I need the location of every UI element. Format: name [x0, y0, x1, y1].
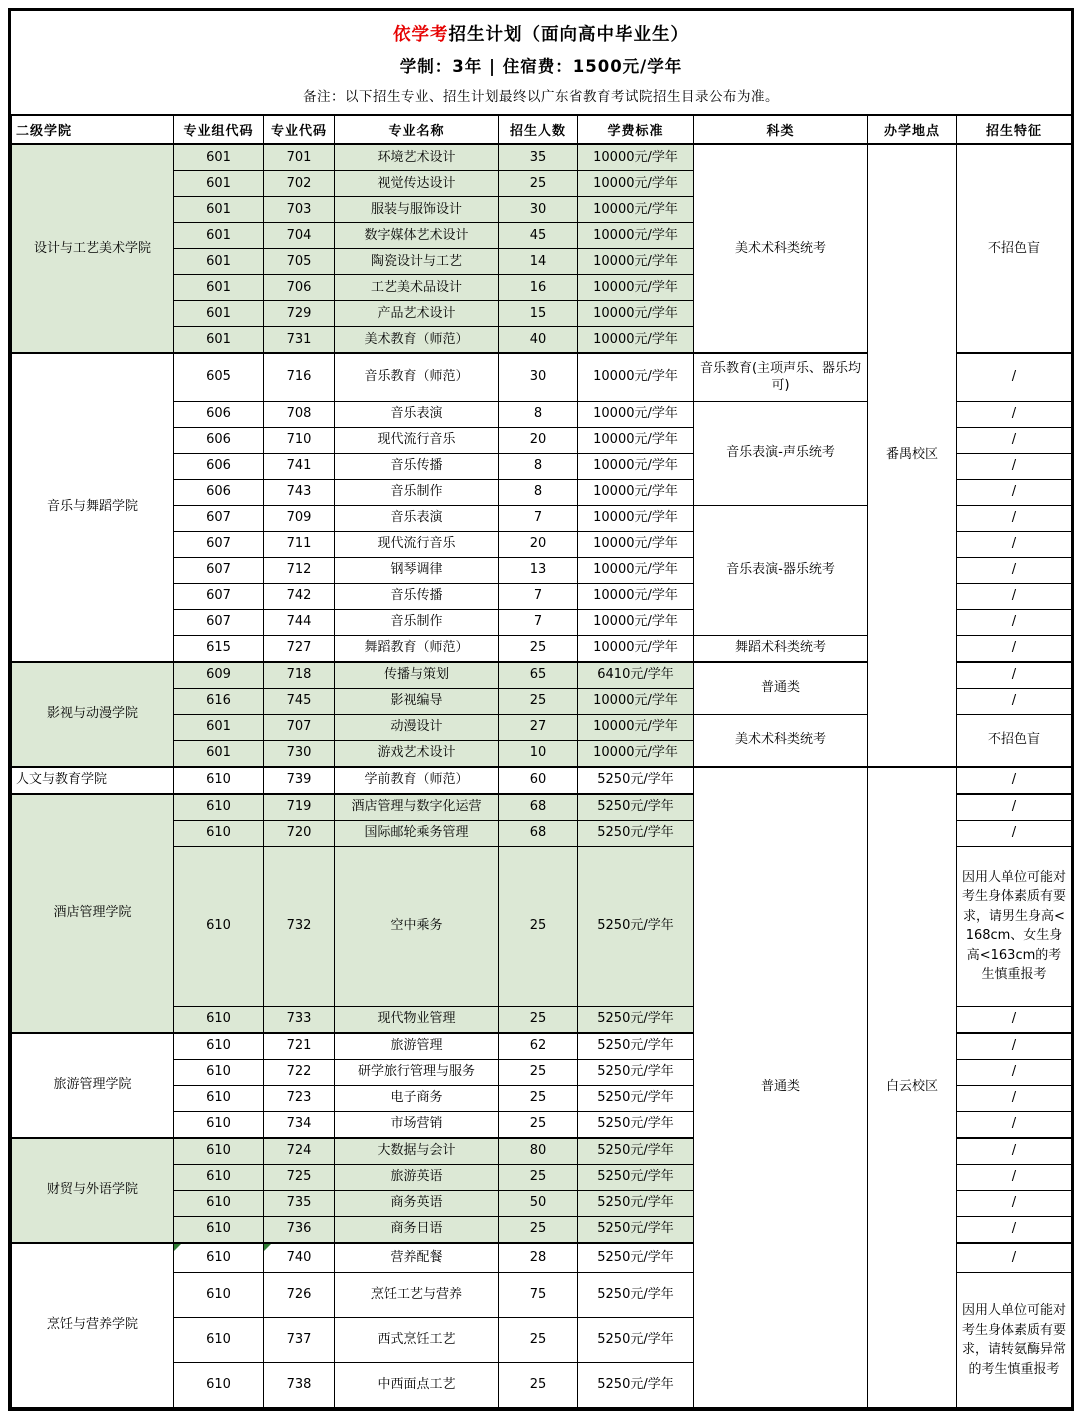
- campus-cell: 白云校区: [868, 767, 957, 1408]
- group-code-cell: 610: [174, 1190, 264, 1216]
- enrollment-count-cell: 16: [499, 275, 578, 301]
- group-code-cell: 601: [174, 714, 264, 740]
- tuition-cell: 10000元/学年: [578, 453, 694, 479]
- enrollment-count-cell: 7: [499, 583, 578, 609]
- tuition-cell: 10000元/学年: [578, 740, 694, 767]
- note-line: 备注：以下招生专业、招生计划最终以广东省教育考试院招生目录公布为准。: [303, 89, 779, 105]
- enrollment-count-cell: 7: [499, 609, 578, 635]
- feature-cell: /: [957, 1033, 1072, 1060]
- major-code-cell: 723: [264, 1085, 335, 1111]
- enrollment-count-cell: 25: [499, 688, 578, 714]
- major-code-cell: 704: [264, 223, 335, 249]
- category-cell: 舞蹈术科类统考: [694, 635, 868, 662]
- tuition-cell: 6410元/学年: [578, 662, 694, 689]
- major-name-cell: 音乐制作: [335, 479, 499, 505]
- group-code-cell: 610: [174, 794, 264, 821]
- feature-cell: /: [957, 1243, 1072, 1273]
- major-name-cell: 影视编导: [335, 688, 499, 714]
- major-code-cell: 742: [264, 583, 335, 609]
- major-code-cell: 741: [264, 453, 335, 479]
- tuition-cell: 10000元/学年: [578, 301, 694, 327]
- major-name-cell: 烹饪工艺与营养: [335, 1273, 499, 1318]
- feature-cell: /: [957, 583, 1072, 609]
- major-name-cell: 美术教育（师范）: [335, 327, 499, 354]
- group-code-cell: 601: [174, 197, 264, 223]
- tuition-cell: 10000元/学年: [578, 171, 694, 197]
- feature-cell: /: [957, 1216, 1072, 1243]
- feature-cell: /: [957, 479, 1072, 505]
- major-name-cell: 国际邮轮乘务管理: [335, 820, 499, 846]
- group-code-cell: 610: [174, 820, 264, 846]
- tuition-cell: 10000元/学年: [578, 275, 694, 301]
- major-code-cell: 712: [264, 557, 335, 583]
- enrollment-count-cell: 25: [499, 1318, 578, 1363]
- enrollment-count-cell: 50: [499, 1190, 578, 1216]
- major-code-cell: 734: [264, 1111, 335, 1138]
- major-code-cell: 737: [264, 1318, 335, 1363]
- tuition-cell: 5250元/学年: [578, 1216, 694, 1243]
- group-code-cell: 610: [174, 1006, 264, 1033]
- category-cell: 普通类: [694, 767, 868, 1408]
- major-name-cell: 现代流行音乐: [335, 531, 499, 557]
- tuition-cell: 5250元/学年: [578, 1138, 694, 1165]
- enrollment-count-cell: 65: [499, 662, 578, 689]
- tuition-cell: 10000元/学年: [578, 635, 694, 662]
- major-name-cell: 传播与策划: [335, 662, 499, 689]
- enrollment-count-cell: 14: [499, 249, 578, 275]
- tuition-cell: 5250元/学年: [578, 1085, 694, 1111]
- major-name-cell: 中西面点工艺: [335, 1363, 499, 1408]
- tuition-cell: 10000元/学年: [578, 479, 694, 505]
- feature-cell: /: [957, 353, 1072, 401]
- feature-cell: /: [957, 505, 1072, 531]
- group-code-cell: 606: [174, 427, 264, 453]
- major-name-cell: 旅游英语: [335, 1164, 499, 1190]
- enrollment-count-cell: 15: [499, 301, 578, 327]
- major-name-cell: 服装与服饰设计: [335, 197, 499, 223]
- major-code-cell: 726: [264, 1273, 335, 1318]
- major-name-cell: 现代流行音乐: [335, 427, 499, 453]
- group-code-cell: 607: [174, 531, 264, 557]
- college-cell: 影视与动漫学院: [12, 662, 174, 767]
- major-code-cell: 740: [264, 1243, 335, 1273]
- feature-cell: /: [957, 453, 1072, 479]
- group-code-cell: 610: [174, 1216, 264, 1243]
- feature-cell: /: [957, 635, 1072, 662]
- enrollment-count-cell: 25: [499, 1085, 578, 1111]
- major-code-cell: 703: [264, 197, 335, 223]
- col-header-major-name: 专业名称: [335, 115, 499, 144]
- major-name-cell: 研学旅行管理与服务: [335, 1059, 499, 1085]
- tuition-cell: 5250元/学年: [578, 1033, 694, 1060]
- enrollment-count-cell: 20: [499, 427, 578, 453]
- enrollment-count-cell: 25: [499, 635, 578, 662]
- college-cell: 烹饪与营养学院: [12, 1243, 174, 1408]
- enrollment-count-cell: 27: [499, 714, 578, 740]
- major-name-cell: 陶瓷设计与工艺: [335, 249, 499, 275]
- major-name-cell: 空中乘务: [335, 846, 499, 1006]
- group-code-cell: 610: [174, 1111, 264, 1138]
- enrollment-count-cell: 30: [499, 197, 578, 223]
- group-code-cell: 610: [174, 1138, 264, 1165]
- major-name-cell: 音乐教育（师范）: [335, 353, 499, 401]
- feature-cell: /: [957, 557, 1072, 583]
- major-code-cell: 719: [264, 794, 335, 821]
- college-cell: 设计与工艺美术学院: [12, 144, 174, 353]
- tuition-cell: 10000元/学年: [578, 353, 694, 401]
- enrollment-count-cell: 62: [499, 1033, 578, 1060]
- college-cell: 酒店管理学院: [12, 794, 174, 1033]
- group-code-cell: 607: [174, 583, 264, 609]
- tuition-cell: 5250元/学年: [578, 1273, 694, 1318]
- feature-cell: 因用人单位可能对考生身体素质有要求，请转氨酶异常的考生慎重报考: [957, 1273, 1072, 1408]
- tuition-cell: 5250元/学年: [578, 1111, 694, 1138]
- feature-cell: /: [957, 1138, 1072, 1165]
- group-code-cell: 610: [174, 1243, 264, 1273]
- major-name-cell: 现代物业管理: [335, 1006, 499, 1033]
- tuition-cell: 5250元/学年: [578, 767, 694, 794]
- group-code-cell: 601: [174, 275, 264, 301]
- major-name-cell: 商务日语: [335, 1216, 499, 1243]
- major-code-cell: 701: [264, 144, 335, 171]
- enrollment-count-cell: 28: [499, 1243, 578, 1273]
- major-code-cell: 702: [264, 171, 335, 197]
- enrollment-count-cell: 25: [499, 1363, 578, 1408]
- major-name-cell: 酒店管理与数字化运营: [335, 794, 499, 821]
- enrollment-count-cell: 25: [499, 1216, 578, 1243]
- title-rest: 招生计划（面向高中毕业生）: [448, 25, 689, 45]
- major-name-cell: 钢琴调律: [335, 557, 499, 583]
- enrollment-count-cell: 25: [499, 1164, 578, 1190]
- major-name-cell: 旅游管理: [335, 1033, 499, 1060]
- major-name-cell: 电子商务: [335, 1085, 499, 1111]
- major-code-cell: 718: [264, 662, 335, 689]
- enrollment-count-cell: 8: [499, 401, 578, 427]
- feature-cell: 不招色盲: [957, 144, 1072, 353]
- major-code-cell: 707: [264, 714, 335, 740]
- major-code-cell: 722: [264, 1059, 335, 1085]
- major-code-cell: 735: [264, 1190, 335, 1216]
- feature-cell: /: [957, 1059, 1072, 1085]
- enrollment-count-cell: 20: [499, 531, 578, 557]
- enrollment-count-cell: 25: [499, 1006, 578, 1033]
- major-name-cell: 音乐制作: [335, 609, 499, 635]
- group-code-cell: 607: [174, 557, 264, 583]
- major-code-cell: 720: [264, 820, 335, 846]
- title-highlight: 依学考: [393, 25, 449, 45]
- page-title: [11, 21, 1071, 46]
- group-code-cell: 601: [174, 301, 264, 327]
- enrollment-count-cell: 8: [499, 479, 578, 505]
- group-code-cell: 601: [174, 171, 264, 197]
- feature-cell: /: [957, 1164, 1072, 1190]
- major-name-cell: 视觉传达设计: [335, 171, 499, 197]
- category-cell: 音乐表演-声乐统考: [694, 401, 868, 505]
- college-cell: 人文与教育学院: [12, 767, 174, 794]
- major-name-cell: 学前教育（师范）: [335, 767, 499, 794]
- group-code-cell: 610: [174, 1273, 264, 1318]
- feature-cell: /: [957, 427, 1072, 453]
- enrollment-count-cell: 30: [499, 353, 578, 401]
- tuition-cell: 5250元/学年: [578, 1318, 694, 1363]
- major-name-cell: 营养配餐: [335, 1243, 499, 1273]
- college-cell: 旅游管理学院: [12, 1033, 174, 1138]
- tuition-cell: 10000元/学年: [578, 714, 694, 740]
- tuition-cell: 5250元/学年: [578, 820, 694, 846]
- enrollment-count-cell: 25: [499, 1059, 578, 1085]
- major-code-cell: 708: [264, 401, 335, 427]
- group-code-cell: 616: [174, 688, 264, 714]
- tuition-cell: 5250元/学年: [578, 1006, 694, 1033]
- major-name-cell: 西式烹饪工艺: [335, 1318, 499, 1363]
- category-cell: 美术术科类统考: [694, 144, 868, 353]
- group-code-cell: 606: [174, 401, 264, 427]
- enrollment-count-cell: 13: [499, 557, 578, 583]
- col-header-enrollment-count: 招生人数: [499, 115, 578, 144]
- tuition-cell: 10000元/学年: [578, 609, 694, 635]
- feature-cell: /: [957, 820, 1072, 846]
- enrollment-count-cell: 68: [499, 820, 578, 846]
- enrollment-count-cell: 25: [499, 171, 578, 197]
- major-code-cell: 705: [264, 249, 335, 275]
- tuition-cell: 10000元/学年: [578, 583, 694, 609]
- feature-cell: 不招色盲: [957, 714, 1072, 767]
- header-row: [12, 115, 1072, 144]
- category-cell: 美术术科类统考: [694, 714, 868, 767]
- tuition-cell: 5250元/学年: [578, 1164, 694, 1190]
- group-code-cell: 607: [174, 505, 264, 531]
- feature-cell: /: [957, 688, 1072, 714]
- group-code-cell: 601: [174, 223, 264, 249]
- group-code-cell: 609: [174, 662, 264, 689]
- major-name-cell: 音乐传播: [335, 453, 499, 479]
- major-code-cell: 745: [264, 688, 335, 714]
- major-code-cell: 730: [264, 740, 335, 767]
- major-code-cell: 729: [264, 301, 335, 327]
- group-code-cell: 610: [174, 846, 264, 1006]
- major-name-cell: 市场营销: [335, 1111, 499, 1138]
- major-name-cell: 商务英语: [335, 1190, 499, 1216]
- major-name-cell: 工艺美术品设计: [335, 275, 499, 301]
- feature-cell: 因用人单位可能对考生身体素质有要求，请男生身高<168cm、女生身高<163cm的考生慎重报考: [957, 846, 1072, 1006]
- group-code-cell: 601: [174, 249, 264, 275]
- tuition-cell: 10000元/学年: [578, 531, 694, 557]
- feature-cell: /: [957, 767, 1072, 794]
- group-code-cell: 610: [174, 1059, 264, 1085]
- major-code-cell: 711: [264, 531, 335, 557]
- plan-table: [11, 114, 1072, 1408]
- enrollment-count-cell: 25: [499, 1111, 578, 1138]
- group-code-cell: 607: [174, 609, 264, 635]
- feature-cell: /: [957, 1111, 1072, 1138]
- major-code-cell: 731: [264, 327, 335, 354]
- category-cell: 音乐表演-器乐统考: [694, 505, 868, 635]
- group-code-cell: 610: [174, 1033, 264, 1060]
- col-header-feature: 招生特征: [957, 115, 1072, 144]
- college-cell: 财贸与外语学院: [12, 1138, 174, 1243]
- col-header-category: 科类: [694, 115, 868, 144]
- tuition-cell: 10000元/学年: [578, 197, 694, 223]
- enrollment-count-cell: 7: [499, 505, 578, 531]
- enrollment-count-cell: 10: [499, 740, 578, 767]
- group-code-cell: 606: [174, 453, 264, 479]
- major-code-cell: 724: [264, 1138, 335, 1165]
- group-code-cell: 610: [174, 1363, 264, 1408]
- group-code-cell: 610: [174, 1085, 264, 1111]
- major-name-cell: 数字媒体艺术设计: [335, 223, 499, 249]
- feature-cell: /: [957, 662, 1072, 689]
- enrollment-count-cell: 80: [499, 1138, 578, 1165]
- tuition-cell: 10000元/学年: [578, 249, 694, 275]
- category-cell: 音乐教育(主项声乐、器乐均可): [694, 353, 868, 401]
- enrollment-count-cell: 35: [499, 144, 578, 171]
- col-header-college: 二级学院: [12, 115, 174, 144]
- major-name-cell: 动漫设计: [335, 714, 499, 740]
- admission-plan-sheet: [8, 8, 1074, 1411]
- campus-cell: 番禺校区: [868, 144, 957, 767]
- tuition-cell: 5250元/学年: [578, 1190, 694, 1216]
- group-code-cell: 601: [174, 144, 264, 171]
- major-name-cell: 游戏艺术设计: [335, 740, 499, 767]
- major-code-cell: 716: [264, 353, 335, 401]
- feature-cell: /: [957, 531, 1072, 557]
- tuition-cell: 10000元/学年: [578, 327, 694, 354]
- college-cell: 音乐与舞蹈学院: [12, 353, 174, 662]
- enrollment-count-cell: 45: [499, 223, 578, 249]
- tuition-cell: 5250元/学年: [578, 1059, 694, 1085]
- major-name-cell: 产品艺术设计: [335, 301, 499, 327]
- feature-cell: /: [957, 1085, 1072, 1111]
- tuition-cell: 10000元/学年: [578, 557, 694, 583]
- major-code-cell: 709: [264, 505, 335, 531]
- group-code-cell: 606: [174, 479, 264, 505]
- major-code-cell: 710: [264, 427, 335, 453]
- enrollment-count-cell: 25: [499, 846, 578, 1006]
- major-code-cell: 733: [264, 1006, 335, 1033]
- major-name-cell: 音乐表演: [335, 505, 499, 531]
- category-cell: 普通类: [694, 662, 868, 715]
- feature-cell: /: [957, 609, 1072, 635]
- major-code-cell: 725: [264, 1164, 335, 1190]
- feature-cell: /: [957, 1190, 1072, 1216]
- major-code-cell: 721: [264, 1033, 335, 1060]
- table-row: [12, 767, 1072, 794]
- major-name-cell: 舞蹈教育（师范）: [335, 635, 499, 662]
- major-code-cell: 744: [264, 609, 335, 635]
- enrollment-count-cell: 60: [499, 767, 578, 794]
- tuition-cell: 5250元/学年: [578, 1243, 694, 1273]
- enrollment-count-cell: 68: [499, 794, 578, 821]
- tuition-cell: 5250元/学年: [578, 794, 694, 821]
- col-header-major-code: 专业代码: [264, 115, 335, 144]
- major-code-cell: 727: [264, 635, 335, 662]
- major-code-cell: 732: [264, 846, 335, 1006]
- table-row: [12, 144, 1072, 171]
- group-code-cell: 610: [174, 1318, 264, 1363]
- feature-cell: /: [957, 794, 1072, 821]
- group-code-cell: 605: [174, 353, 264, 401]
- tuition-cell: 10000元/学年: [578, 401, 694, 427]
- tuition-cell: 5250元/学年: [578, 846, 694, 1006]
- group-code-cell: 601: [174, 327, 264, 354]
- group-code-cell: 601: [174, 740, 264, 767]
- major-name-cell: 大数据与会计: [335, 1138, 499, 1165]
- tuition-cell: 10000元/学年: [578, 223, 694, 249]
- schooling-info-line: 学制：3年 | 住宿费：1500元/学年: [399, 57, 683, 76]
- col-header-campus: 办学地点: [868, 115, 957, 144]
- group-code-cell: 610: [174, 1164, 264, 1190]
- group-code-cell: 610: [174, 767, 264, 794]
- major-name-cell: 音乐表演: [335, 401, 499, 427]
- major-code-cell: 739: [264, 767, 335, 794]
- tuition-cell: 10000元/学年: [578, 688, 694, 714]
- enrollment-count-cell: 75: [499, 1273, 578, 1318]
- title-block: [11, 11, 1071, 114]
- tuition-cell: 10000元/学年: [578, 505, 694, 531]
- major-name-cell: 环境艺术设计: [335, 144, 499, 171]
- tuition-cell: 10000元/学年: [578, 144, 694, 171]
- major-code-cell: 738: [264, 1363, 335, 1408]
- major-name-cell: 音乐传播: [335, 583, 499, 609]
- enrollment-count-cell: 40: [499, 327, 578, 354]
- group-code-cell: 615: [174, 635, 264, 662]
- major-code-cell: 743: [264, 479, 335, 505]
- major-code-cell: 736: [264, 1216, 335, 1243]
- enrollment-count-cell: 8: [499, 453, 578, 479]
- tuition-cell: 10000元/学年: [578, 427, 694, 453]
- feature-cell: /: [957, 1006, 1072, 1033]
- feature-cell: /: [957, 401, 1072, 427]
- major-code-cell: 706: [264, 275, 335, 301]
- col-header-tuition: 学费标准: [578, 115, 694, 144]
- tuition-cell: 5250元/学年: [578, 1363, 694, 1408]
- col-header-group-code: 专业组代码: [174, 115, 264, 144]
